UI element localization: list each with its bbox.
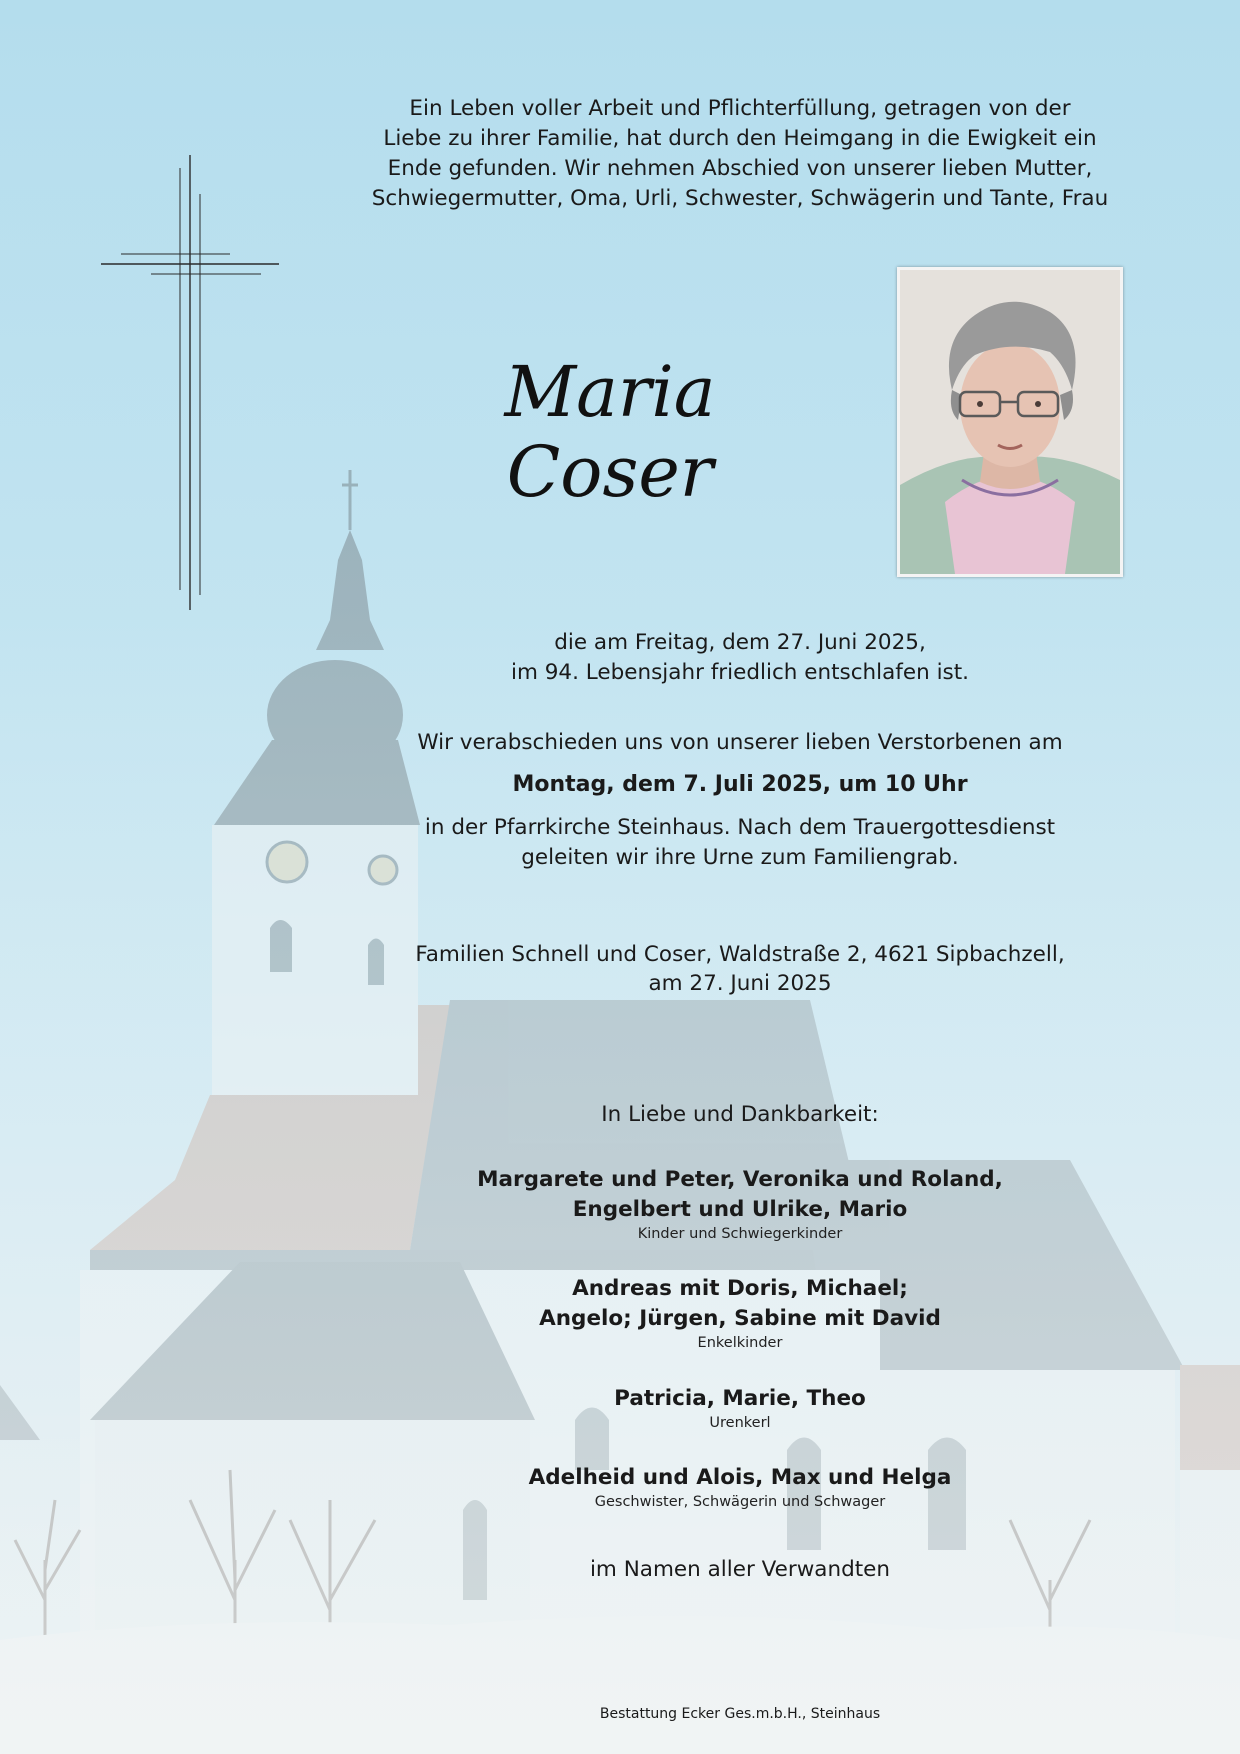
deceased-name (410, 352, 810, 512)
mourner-group (300, 1274, 1180, 1352)
intro-line: Ende gefunden. Wir nehmen Abschied von unserer lieben Mutter, (387, 156, 1093, 181)
farewell-line: in der Pfarrkirche Steinhaus. Nach dem Trauergottesdienst (424, 815, 1056, 840)
mourner-names: Andreas mit Doris, Michael; (572, 1276, 908, 1301)
cross-icon (96, 150, 286, 620)
mourner-names: Patricia, Marie, Theo (614, 1386, 866, 1411)
mourner-group (300, 1463, 1180, 1511)
undertaker-credit: Bestattung Ecker Ges.m.b.H., Steinhaus (599, 1706, 881, 1722)
farewell-date: Montag, dem 7. Juli 2025, um 10 Uhr (512, 772, 968, 797)
closing-text: im Namen aller Verwandten (589, 1557, 891, 1582)
portrait-image (900, 270, 1120, 574)
intro-line: Ein Leben voller Arbeit und Pflichterfüllung, getragen von der (409, 96, 1071, 121)
address-date: am 27. Juni 2025 (648, 971, 832, 996)
first-name: Maria (504, 351, 716, 433)
intro-text (300, 94, 1180, 214)
address-line: Familien Schnell und Coser, Waldstraße 2, 4621 Sipbachzell, (415, 942, 1065, 967)
mourner-group (300, 1165, 1180, 1243)
gratitude-heading: In Liebe und Dankbarkeit: (601, 1102, 879, 1127)
death-line: die am Freitag, dem 27. Juni 2025, (554, 630, 926, 655)
mourner-relation: Urenkerl (709, 1415, 771, 1431)
farewell-intro: Wir verabschieden uns von unserer lieben Verstorbenen am (417, 730, 1063, 755)
mourner-names: Adelheid und Alois, Max und Helga (528, 1465, 952, 1490)
last-name: Coser (506, 431, 714, 513)
mourner-relation: Enkelkinder (697, 1335, 783, 1351)
mourner-names: Engelbert und Ulrike, Mario (572, 1197, 908, 1222)
mourner-names: Margarete und Peter, Veronika und Roland, (477, 1167, 1003, 1192)
farewell-line: geleiten wir ihre Urne zum Familiengrab. (521, 845, 959, 870)
death-line: im 94. Lebensjahr friedlich entschlafen ist. (510, 660, 970, 685)
portrait-photo (897, 267, 1123, 577)
mourner-relation: Kinder und Schwiegerkinder (637, 1226, 843, 1242)
intro-line: Schwiegermutter, Oma, Urli, Schwester, Schwägerin und Tante, Frau (371, 186, 1109, 211)
death-notice (300, 628, 1180, 688)
farewell-details (300, 813, 1180, 873)
intro-line: Liebe zu ihrer Familie, hat durch den Heimgang in die Ewigkeit ein (383, 126, 1097, 151)
mourner-names: Angelo; Jürgen, Sabine mit David (539, 1306, 941, 1331)
mourner-relation: Geschwister, Schwägerin und Schwager (594, 1494, 886, 1510)
family-address (300, 940, 1180, 998)
mourner-group (300, 1384, 1180, 1432)
